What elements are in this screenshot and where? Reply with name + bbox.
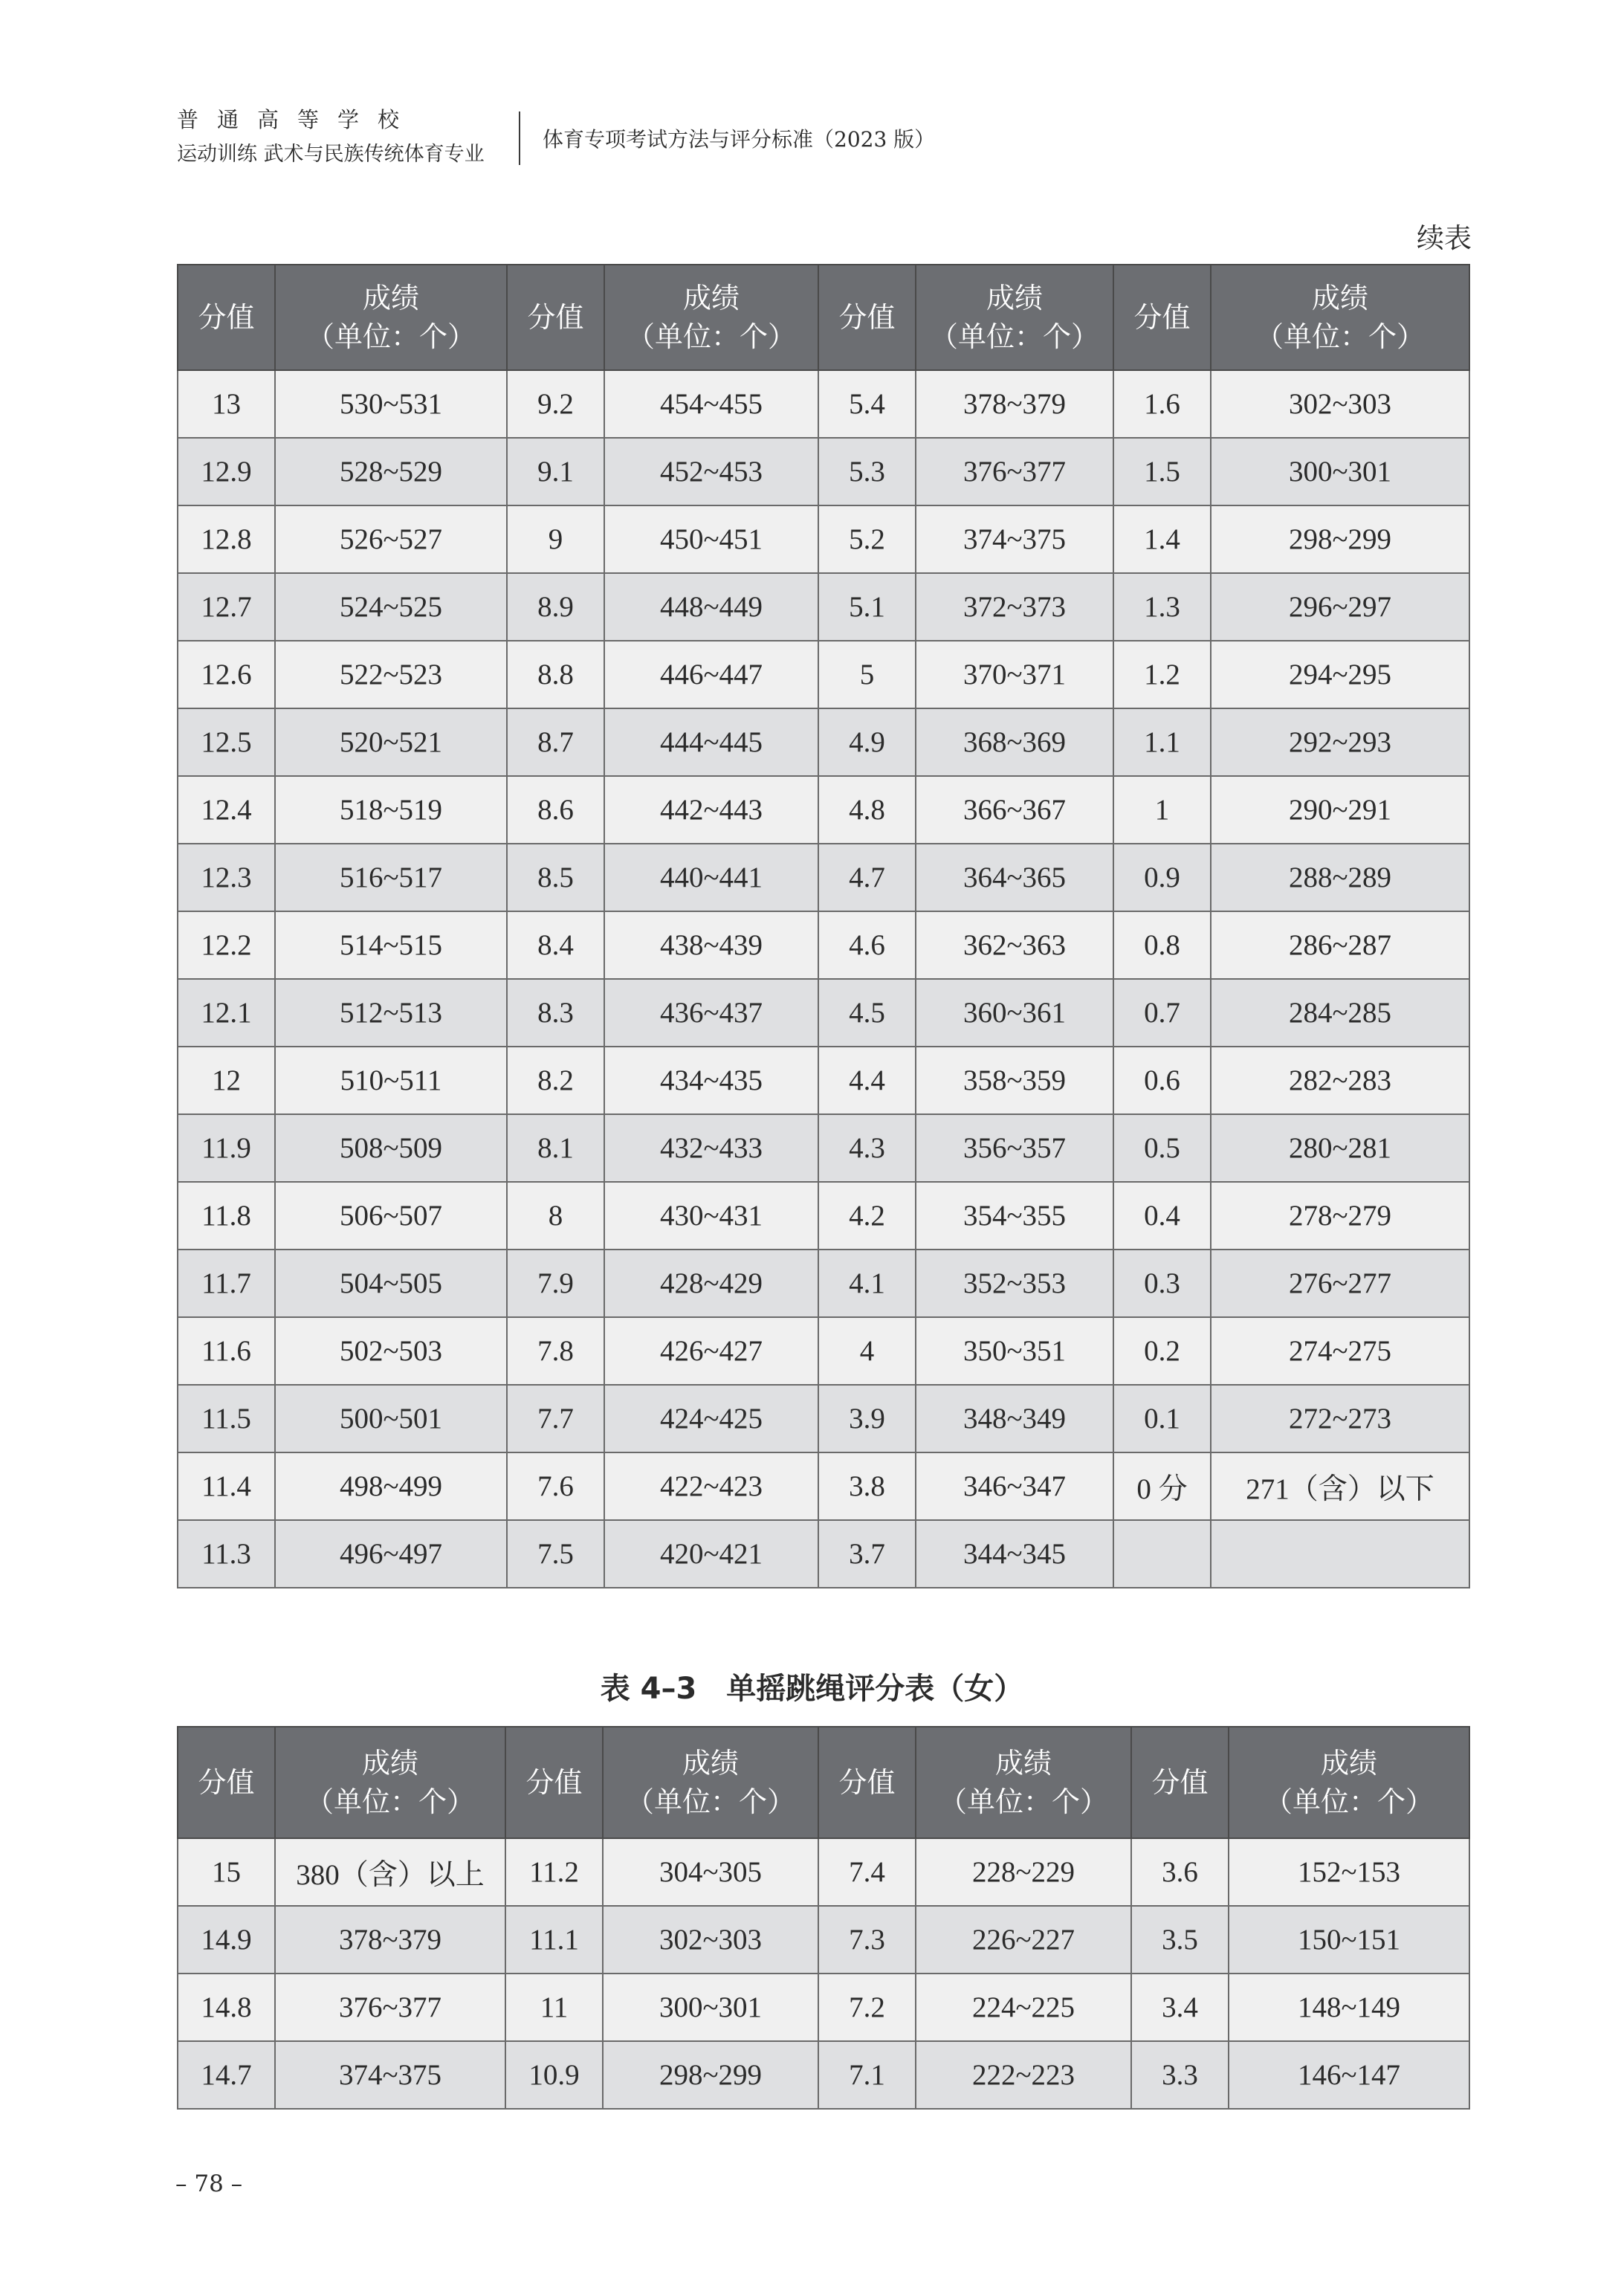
header-score: 分值 (818, 265, 916, 370)
score-cell: 7.4 (818, 1838, 916, 1906)
result-cell: 454~455 (604, 370, 818, 438)
table-row (178, 1452, 1469, 1520)
table-row (178, 438, 1469, 505)
header-result (604, 265, 818, 370)
score-cell: 3.7 (818, 1520, 916, 1588)
result-cell: 356~357 (916, 1114, 1113, 1182)
score-table-jump-rope-female (177, 1726, 1470, 2110)
score-cell: 3.6 (1131, 1838, 1229, 1906)
result-cell: 526~527 (275, 505, 507, 573)
header-result-label: 成绩 (361, 1747, 418, 1780)
result-cell: 276~277 (1211, 1250, 1469, 1317)
result-cell: 286~287 (1211, 911, 1469, 979)
score-cell: 0.3 (1113, 1250, 1211, 1317)
result-cell: 524~525 (275, 573, 507, 641)
result-cell: 370~371 (916, 641, 1113, 708)
score-cell: 0.7 (1113, 979, 1211, 1047)
table-row (178, 370, 1469, 438)
result-cell: 530~531 (275, 370, 507, 438)
result-cell: 422~423 (604, 1452, 818, 1520)
result-cell: 290~291 (1211, 776, 1469, 844)
header-unit: （单位：个） (626, 320, 796, 353)
score-table-continued (177, 264, 1470, 1588)
result-cell: 378~379 (916, 370, 1113, 438)
header-score: 分值 (507, 265, 604, 370)
result-cell: 376~377 (916, 438, 1113, 505)
result-cell: 226~227 (916, 1906, 1131, 1974)
score-cell: 11.4 (178, 1452, 275, 1520)
score-cell: 0.6 (1113, 1047, 1211, 1114)
score-cell: 0.8 (1113, 911, 1211, 979)
table-header-row (178, 265, 1469, 370)
score-cell: 7.6 (507, 1452, 604, 1520)
score-cell: 7.3 (818, 1906, 916, 1974)
table-row (178, 573, 1469, 641)
result-cell (1211, 1520, 1469, 1588)
header-result (916, 1727, 1131, 1838)
result-cell: 298~299 (603, 2041, 818, 2109)
score-cell: 1.3 (1113, 573, 1211, 641)
result-cell: 498~499 (275, 1452, 507, 1520)
result-cell: 504~505 (275, 1250, 507, 1317)
score-cell: 3.5 (1131, 1906, 1229, 1974)
score-cell: 12.8 (178, 505, 275, 573)
result-cell: 294~295 (1211, 641, 1469, 708)
header-score: 分值 (1113, 265, 1211, 370)
result-cell: 364~365 (916, 844, 1113, 911)
header-unit: （单位：个） (938, 1785, 1108, 1818)
score-cell: 8 (507, 1182, 604, 1250)
result-cell: 448~449 (604, 573, 818, 641)
score-cell: 12 (178, 1047, 275, 1114)
score-cell: 8.3 (507, 979, 604, 1047)
table-row (178, 1520, 1469, 1588)
score-cell: 3.4 (1131, 1974, 1229, 2041)
result-cell: 520~521 (275, 708, 507, 776)
score-cell (1113, 1520, 1211, 1588)
result-cell: 300~301 (603, 1974, 818, 2041)
table-row (178, 505, 1469, 573)
header-unit: （单位：个） (625, 1785, 795, 1818)
continued-label: 续表 (1417, 222, 1472, 254)
result-cell: 224~225 (916, 1974, 1131, 2041)
table-row (178, 1182, 1469, 1250)
score-cell: 8.4 (507, 911, 604, 979)
table-row (178, 1114, 1469, 1182)
result-cell: 362~363 (916, 911, 1113, 979)
score-cell: 1.6 (1113, 370, 1211, 438)
score-cell: 7.2 (818, 1974, 916, 2041)
table-row (178, 708, 1469, 776)
header-unit: （单位：个） (305, 1785, 475, 1818)
result-cell: 344~345 (916, 1520, 1113, 1588)
result-cell: 284~285 (1211, 979, 1469, 1047)
score-cell: 3.8 (818, 1452, 916, 1520)
score-cell: 4.2 (818, 1182, 916, 1250)
table-row (178, 1838, 1469, 1906)
header-divider (519, 111, 520, 165)
result-cell: 522~523 (275, 641, 507, 708)
result-cell: 428~429 (604, 1250, 818, 1317)
score-cell: 14.7 (178, 2041, 275, 2109)
score-cell: 11.7 (178, 1250, 275, 1317)
result-cell: 358~359 (916, 1047, 1113, 1114)
result-cell: 146~147 (1229, 2041, 1469, 2109)
table-row (178, 844, 1469, 911)
result-cell: 434~435 (604, 1047, 818, 1114)
score-cell: 5.1 (818, 573, 916, 641)
result-cell: 346~347 (916, 1452, 1113, 1520)
result-cell: 500~501 (275, 1385, 507, 1452)
score-cell: 11.8 (178, 1182, 275, 1250)
result-cell: 426~427 (604, 1317, 818, 1385)
running-header-left (177, 106, 485, 171)
score-cell: 4.3 (818, 1114, 916, 1182)
result-cell: 432~433 (604, 1114, 818, 1182)
result-cell: 420~421 (604, 1520, 818, 1588)
result-cell: 510~511 (275, 1047, 507, 1114)
header-result-label: 成绩 (1311, 282, 1368, 314)
score-cell: 12.4 (178, 776, 275, 844)
result-cell: 378~379 (275, 1906, 505, 1974)
table-row (178, 1250, 1469, 1317)
table-row (178, 2041, 1469, 2109)
result-cell: 436~437 (604, 979, 818, 1047)
score-cell: 7.1 (818, 2041, 916, 2109)
header-result (916, 265, 1113, 370)
header-score: 分值 (178, 265, 275, 370)
header-result-label: 成绩 (682, 282, 740, 314)
result-cell: 298~299 (1211, 505, 1469, 573)
score-cell: 8.2 (507, 1047, 604, 1114)
score-cell: 8.1 (507, 1114, 604, 1182)
result-cell: 446~447 (604, 641, 818, 708)
score-cell: 0.2 (1113, 1317, 1211, 1385)
result-cell: 271（含）以下 (1211, 1452, 1469, 1520)
header-result (603, 1727, 818, 1838)
table-row (178, 1385, 1469, 1452)
score-cell: 4.5 (818, 979, 916, 1047)
result-cell: 152~153 (1229, 1838, 1469, 1906)
header-unit: （单位：个） (305, 320, 476, 353)
score-cell: 11.2 (505, 1838, 603, 1906)
table-row (178, 1906, 1469, 1974)
result-cell: 508~509 (275, 1114, 507, 1182)
result-cell: 376~377 (275, 1974, 505, 2041)
score-cell: 7.9 (507, 1250, 604, 1317)
result-cell: 296~297 (1211, 573, 1469, 641)
score-cell: 15 (178, 1838, 275, 1906)
score-cell: 4 (818, 1317, 916, 1385)
table-row (178, 1317, 1469, 1385)
result-cell: 518~519 (275, 776, 507, 844)
result-cell: 514~515 (275, 911, 507, 979)
header-unit: （单位：个） (1255, 320, 1425, 353)
result-cell: 222~223 (916, 2041, 1131, 2109)
header-result (275, 1727, 505, 1838)
result-cell: 292~293 (1211, 708, 1469, 776)
header-result-label: 成绩 (1320, 1747, 1377, 1780)
result-cell: 512~513 (275, 979, 507, 1047)
score-cell: 4.8 (818, 776, 916, 844)
score-cell: 8.8 (507, 641, 604, 708)
score-cell: 1.2 (1113, 641, 1211, 708)
score-cell: 0 分 (1113, 1452, 1211, 1520)
score-cell: 1.5 (1113, 438, 1211, 505)
table-body (178, 370, 1469, 1588)
score-cell: 12.2 (178, 911, 275, 979)
score-cell: 8.7 (507, 708, 604, 776)
table-row (178, 979, 1469, 1047)
score-cell: 1 (1113, 776, 1211, 844)
score-cell: 3.9 (818, 1385, 916, 1452)
result-cell: 450~451 (604, 505, 818, 573)
header-result-label: 成绩 (994, 1747, 1052, 1780)
result-cell: 368~369 (916, 708, 1113, 776)
score-cell: 3.3 (1131, 2041, 1229, 2109)
score-cell: 12.9 (178, 438, 275, 505)
score-cell: 4.7 (818, 844, 916, 911)
table-row (178, 911, 1469, 979)
score-cell: 11 (505, 1974, 603, 2041)
result-cell: 150~151 (1229, 1906, 1469, 1974)
score-cell: 4.1 (818, 1250, 916, 1317)
score-cell: 11.9 (178, 1114, 275, 1182)
score-cell: 9 (507, 505, 604, 573)
score-cell: 12.3 (178, 844, 275, 911)
score-cell: 9.1 (507, 438, 604, 505)
result-cell: 430~431 (604, 1182, 818, 1250)
score-cell: 8.5 (507, 844, 604, 911)
result-cell: 452~453 (604, 438, 818, 505)
header-result (1229, 1727, 1469, 1838)
result-cell: 352~353 (916, 1250, 1113, 1317)
result-cell: 516~517 (275, 844, 507, 911)
table-caption: 表 4–3 单摇跳绳评分表（女） (600, 1672, 1024, 1706)
result-cell: 280~281 (1211, 1114, 1469, 1182)
result-cell: 302~303 (1211, 370, 1469, 438)
result-cell: 502~503 (275, 1317, 507, 1385)
header-result (275, 265, 507, 370)
result-cell: 302~303 (603, 1906, 818, 1974)
header-result-label: 成绩 (362, 282, 419, 314)
score-cell: 9.2 (507, 370, 604, 438)
header-unit: （单位：个） (1264, 1785, 1434, 1818)
header-score: 分值 (178, 1727, 275, 1838)
result-cell: 444~445 (604, 708, 818, 776)
score-cell: 12.5 (178, 708, 275, 776)
score-cell: 11.3 (178, 1520, 275, 1588)
score-cell: 0.4 (1113, 1182, 1211, 1250)
header-score: 分值 (818, 1727, 916, 1838)
result-cell: 304~305 (603, 1838, 818, 1906)
score-cell: 0.5 (1113, 1114, 1211, 1182)
score-cell: 13 (178, 370, 275, 438)
result-cell: 438~439 (604, 911, 818, 979)
result-cell: 148~149 (1229, 1974, 1469, 2041)
header-result-label: 成绩 (682, 1747, 739, 1780)
result-cell: 300~301 (1211, 438, 1469, 505)
table-header-row (178, 1727, 1469, 1838)
score-cell: 5.3 (818, 438, 916, 505)
result-cell: 372~373 (916, 573, 1113, 641)
table-row (178, 776, 1469, 844)
result-cell: 424~425 (604, 1385, 818, 1452)
score-cell: 5.2 (818, 505, 916, 573)
score-cell: 10.9 (505, 2041, 603, 2109)
table-row (178, 1974, 1469, 2041)
score-cell: 5.4 (818, 370, 916, 438)
result-cell: 288~289 (1211, 844, 1469, 911)
score-cell: 7.8 (507, 1317, 604, 1385)
result-cell: 380（含）以上 (275, 1838, 505, 1906)
header-score: 分值 (505, 1727, 603, 1838)
result-cell: 354~355 (916, 1182, 1113, 1250)
result-cell: 374~375 (916, 505, 1113, 573)
score-cell: 8.9 (507, 573, 604, 641)
result-cell: 440~441 (604, 844, 818, 911)
score-cell: 0.9 (1113, 844, 1211, 911)
score-cell: 1.1 (1113, 708, 1211, 776)
score-cell: 7.5 (507, 1520, 604, 1588)
table-row (178, 1047, 1469, 1114)
header-result-label: 成绩 (986, 282, 1043, 314)
result-cell: 506~507 (275, 1182, 507, 1250)
result-cell: 442~443 (604, 776, 818, 844)
score-cell: 8.6 (507, 776, 604, 844)
score-cell: 4.6 (818, 911, 916, 979)
result-cell: 272~273 (1211, 1385, 1469, 1452)
result-cell: 496~497 (275, 1520, 507, 1588)
result-cell: 278~279 (1211, 1182, 1469, 1250)
score-cell: 11.1 (505, 1906, 603, 1974)
score-cell: 14.9 (178, 1906, 275, 1974)
score-cell: 14.8 (178, 1974, 275, 2041)
series-subtitle: 运动训练 武术与民族传统体育专业 (177, 143, 485, 166)
header-unit: （单位：个） (929, 320, 1099, 353)
score-cell: 12.6 (178, 641, 275, 708)
result-cell: 350~351 (916, 1317, 1113, 1385)
result-cell: 366~367 (916, 776, 1113, 844)
score-cell: 4.9 (818, 708, 916, 776)
table-row (178, 641, 1469, 708)
score-cell: 12.7 (178, 573, 275, 641)
result-cell: 274~275 (1211, 1317, 1469, 1385)
score-cell: 11.6 (178, 1317, 275, 1385)
page-number: – 78 – (175, 2171, 243, 2197)
header-result (1211, 265, 1469, 370)
result-cell: 282~283 (1211, 1047, 1469, 1114)
score-cell: 0.1 (1113, 1385, 1211, 1452)
table-body (178, 1838, 1469, 2109)
header-score: 分值 (1131, 1727, 1229, 1838)
score-cell: 1.4 (1113, 505, 1211, 573)
book-title: 体育专项考试方法与评分标准（2023 版） (543, 127, 936, 152)
score-cell: 7.7 (507, 1385, 604, 1452)
score-cell: 4.4 (818, 1047, 916, 1114)
result-cell: 360~361 (916, 979, 1113, 1047)
result-cell: 348~349 (916, 1385, 1113, 1452)
result-cell: 528~529 (275, 438, 507, 505)
score-cell: 12.1 (178, 979, 275, 1047)
score-cell: 11.5 (178, 1385, 275, 1452)
series-title: 普通高等学校 (177, 107, 418, 132)
score-cell: 5 (818, 641, 916, 708)
result-cell: 374~375 (275, 2041, 505, 2109)
result-cell: 228~229 (916, 1838, 1131, 1906)
